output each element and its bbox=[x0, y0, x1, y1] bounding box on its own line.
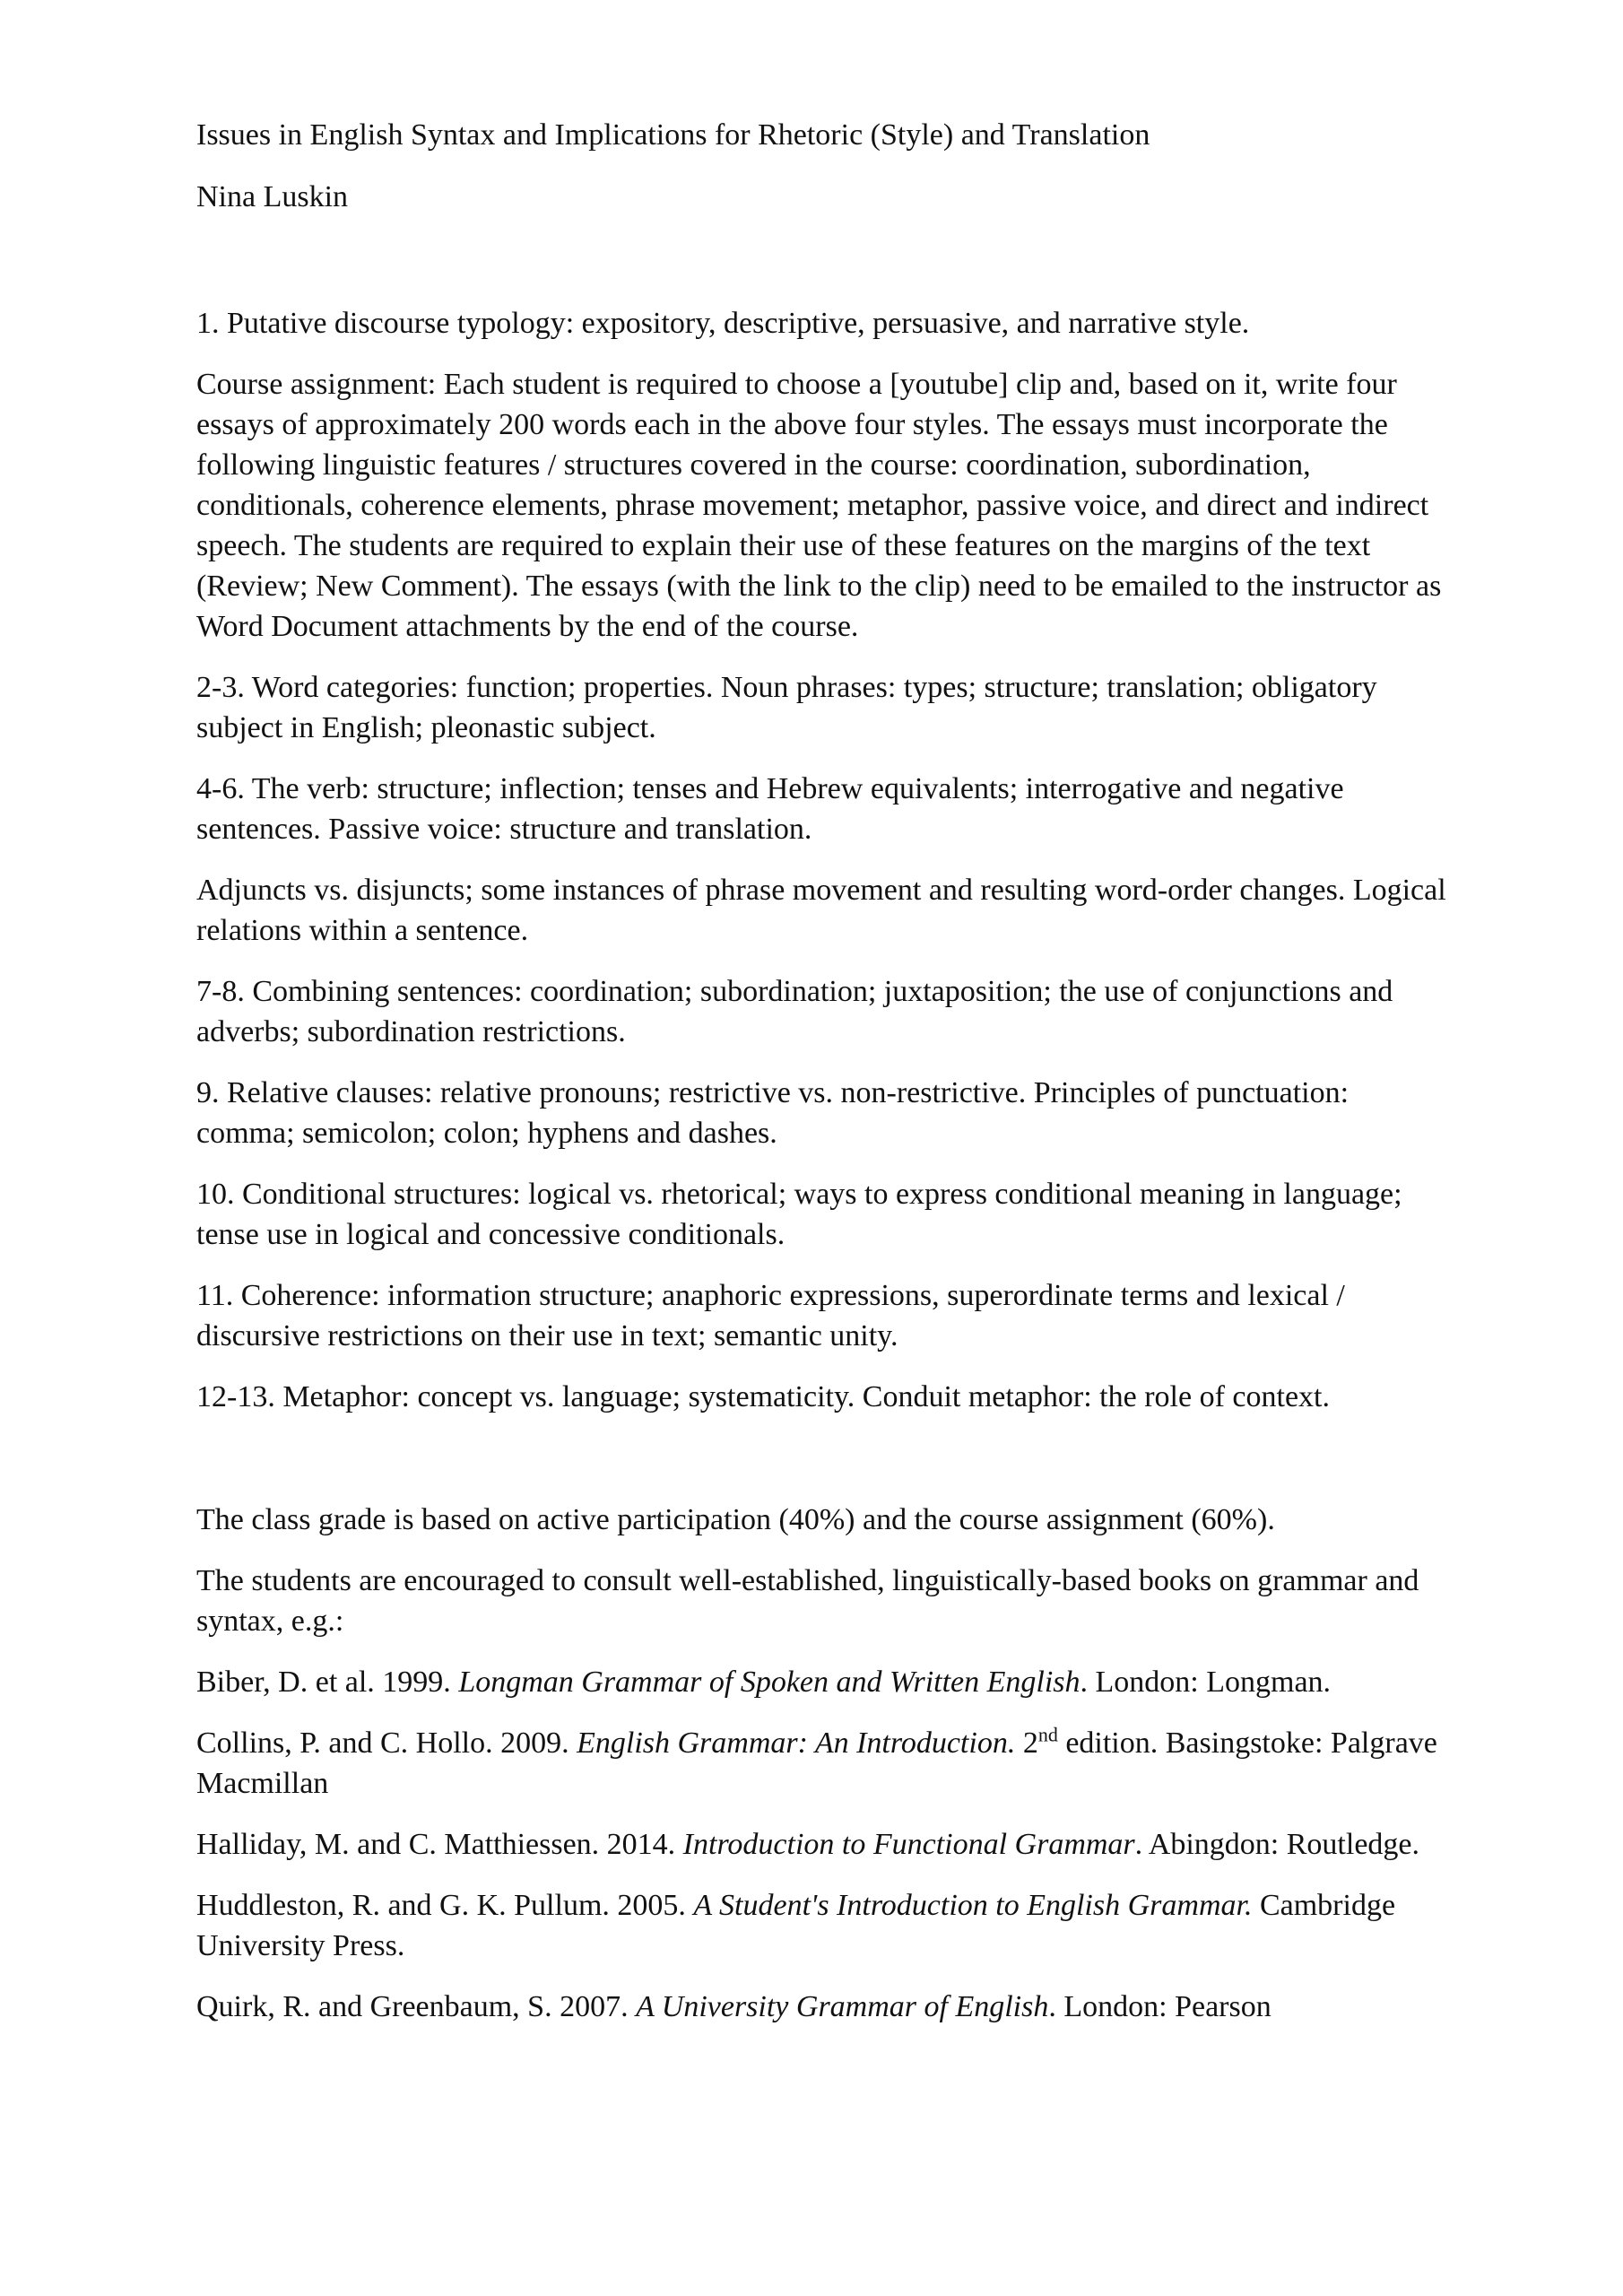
reference-authors: Biber, D. et al. 1999. bbox=[196, 1665, 459, 1699]
topic-9: 9. Relative clauses: relative pronouns; restrictive vs. non-restrictive. Principles of punctuation: comma; semicolon; colon; hyphens and dashes. bbox=[196, 1076, 1350, 1150]
reference-item bbox=[196, 1885, 1452, 1966]
reference-title: Longman Grammar of Spoken and Written English bbox=[458, 1665, 1081, 1699]
reference-item bbox=[196, 1723, 1452, 1804]
topic-2-3: 2-3. Word categories: function; properties. Noun phrases: types; structure; translation; obligatory subject in English; pleonastic subject. bbox=[196, 671, 1377, 744]
reference-authors: Halliday, M. and C. Matthiessen. 2014. bbox=[196, 1828, 683, 1861]
reference-item bbox=[196, 1824, 1452, 1865]
reference-item bbox=[196, 1987, 1452, 2027]
grading-statement: The class grade is based on active participation (40%) and the course assignment (60%). bbox=[196, 1503, 1275, 1536]
topic-11: 11. Coherence: information structure; anaphoric expressions, superordinate terms and lexical / discursive restrictions on their use in text; semantic unity. bbox=[196, 1279, 1345, 1352]
reference-title: Introduction to Functional Grammar bbox=[682, 1828, 1135, 1861]
reference-authors: Huddleston, R. and G. K. Pullum. 2005. bbox=[196, 1889, 694, 1922]
reference-publisher: . London: Pearson bbox=[1048, 1990, 1271, 2023]
document-author: Nina Luskin bbox=[196, 180, 349, 213]
topic-12-13: 12-13. Metaphor: concept vs. language; systematicity. Conduit metaphor: the role of context. bbox=[196, 1380, 1330, 1413]
course-assignment: Course assignment: Each student is required to choose a [youtube] clip and, based on it, write four essays of approximately 200 words each in the above four styles. The essays must incorporate the following linguistic features / structures covered in the course: coordination, subordination, conditionals, coherence elements, phrase movement; metaphor, passive voice, and direct and indirect speech. The students are required to explain their use of these features on the margins of the text (Review; New Comment). The essays (with the link to the clip) need to be emailed to the instructor as Word Document attachments by the end of the course. bbox=[196, 368, 1442, 643]
reference-item bbox=[196, 1662, 1452, 1702]
topic-4-6: 4-6. The verb: structure; inflection; tenses and Hebrew equivalents; interrogative and negative sentences. Passive voice: structure and translation. bbox=[196, 772, 1344, 846]
reference-title: English Grammar: An Introduction. bbox=[577, 1726, 1016, 1760]
reading-encouragement: The students are encouraged to consult well-established, linguistically-based books on grammar and syntax, e.g.: bbox=[196, 1564, 1419, 1638]
reference-publisher: . London: Longman. bbox=[1080, 1665, 1332, 1699]
document-content bbox=[196, 115, 1452, 2048]
reference-authors: Quirk, R. and Greenbaum, S. 2007. bbox=[196, 1990, 637, 2023]
reference-title: A Student's Introduction to English Grammar. bbox=[693, 1889, 1253, 1922]
reference-publisher: edition. Basingstoke: Palgrave Macmillan bbox=[196, 1726, 1437, 1800]
document-title: Issues in English Syntax and Implications for Rhetoric (Style) and Translation bbox=[196, 118, 1150, 152]
reference-title: A University Grammar of English bbox=[636, 1990, 1049, 2023]
topic-1: 1. Putative discourse typology: expository, descriptive, persuasive, and narrative style. bbox=[196, 307, 1250, 340]
reference-edition: 2 bbox=[1015, 1726, 1038, 1760]
reference-authors: Collins, P. and C. Hollo. 2009. bbox=[196, 1726, 577, 1760]
topic-7-8: 7-8. Combining sentences: coordination; subordination; juxtaposition; the use of conjunctions and adverbs; subordination restrictions. bbox=[196, 975, 1393, 1048]
topic-adjuncts: Adjuncts vs. disjuncts; some instances of phrase movement and resulting word-order changes. Logical relations within a sentence. bbox=[196, 874, 1446, 947]
reference-publisher: . Abingdon: Routledge. bbox=[1134, 1828, 1419, 1861]
topic-10: 10. Conditional structures: logical vs. rhetorical; ways to express conditional meaning in language; tense use in logical and concessive conditionals. bbox=[196, 1178, 1402, 1251]
reference-publisher: Cambridge University Press. bbox=[196, 1889, 1396, 1962]
reference-edition-suffix: nd bbox=[1037, 1723, 1058, 1746]
